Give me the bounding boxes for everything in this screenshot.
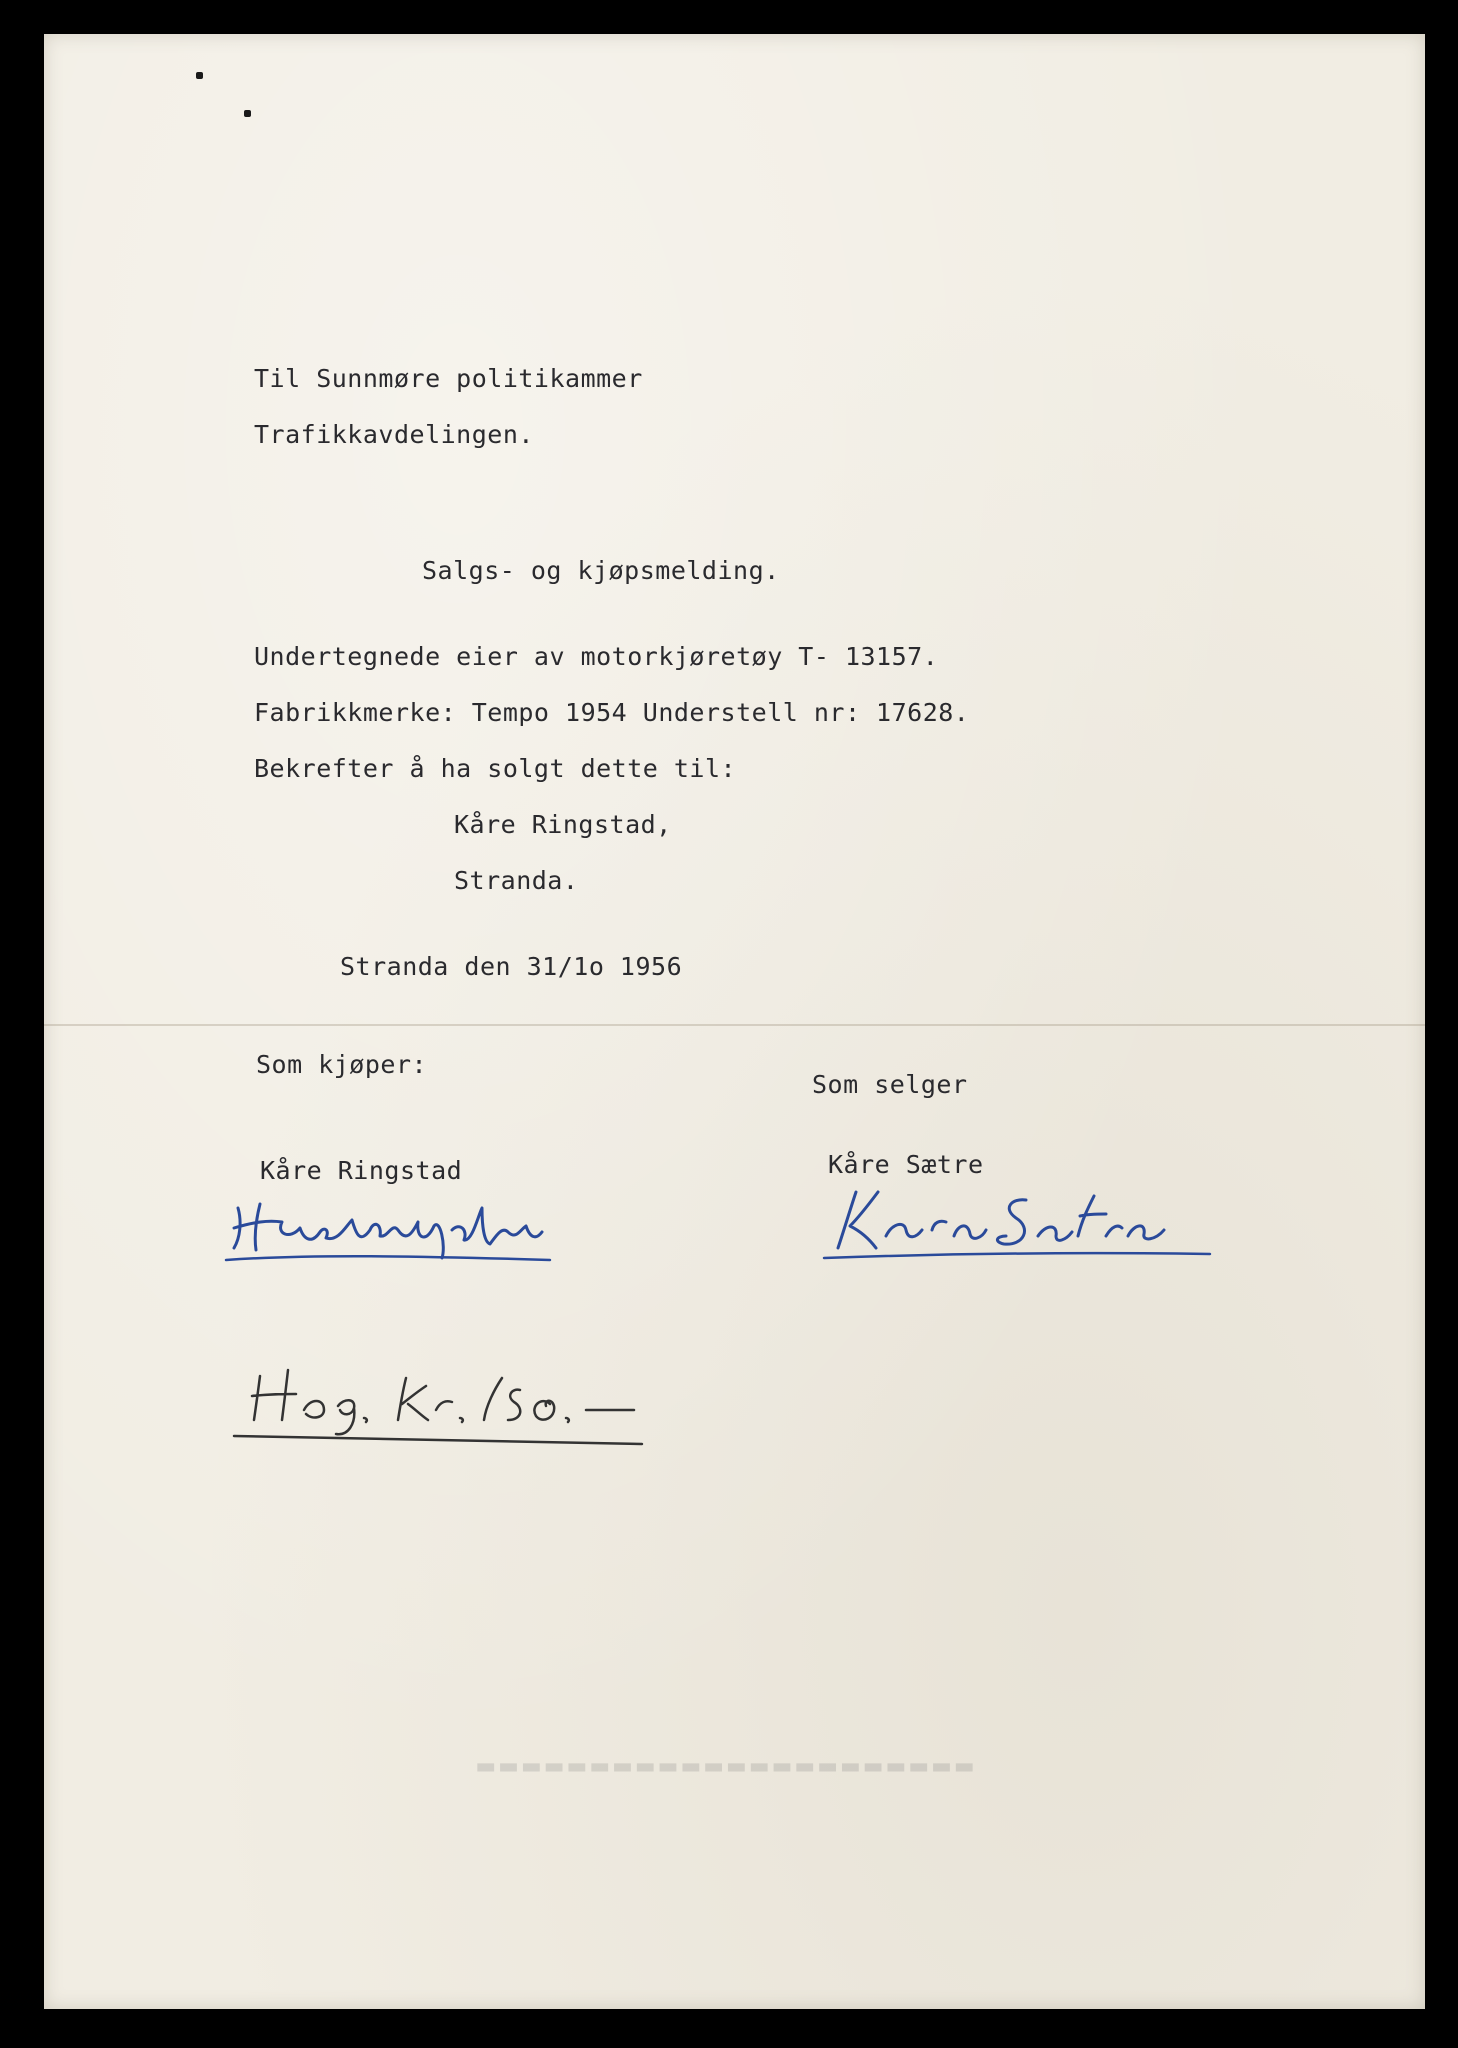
buyer-name-line: Kåre Ringstad, xyxy=(454,810,672,839)
seller-typed-name: Kåre Sætre xyxy=(828,1150,984,1179)
paper-sheet xyxy=(44,34,1425,2009)
body-line-1: Undertegnede eier av motorkjøretøy T- 13157. xyxy=(254,642,939,671)
buyer-label: Som kjøper: xyxy=(256,1050,428,1079)
punch-mark xyxy=(244,110,251,117)
buyer-place-line: Stranda. xyxy=(454,866,579,895)
punch-mark xyxy=(196,72,203,79)
bleed-through-letterhead: ▬▬▬▬▬▬▬▬▬▬▬▬▬▬▬▬▬▬▬▬▬▬ xyxy=(473,1754,975,1779)
seller-label: Som selger xyxy=(812,1070,968,1099)
body-line-3: Bekrefter å ha solgt dette til: xyxy=(254,754,737,783)
buyer-typed-name: Kåre Ringstad xyxy=(260,1156,463,1185)
recipient-line-1: Til Sunnmøre politikammer xyxy=(254,364,643,393)
buyer-signature xyxy=(220,1186,560,1266)
document-title: Salgs- og kjøpsmelding. xyxy=(422,556,780,585)
date-line: Stranda den 31/1o 1956 xyxy=(340,952,683,981)
body-line-2: Fabrikkmerke: Tempo 1954 Understell nr: 17628. xyxy=(254,698,970,727)
handwritten-note xyxy=(230,1340,650,1450)
fold-line xyxy=(44,1024,1425,1026)
seller-signature xyxy=(816,1178,1216,1268)
recipient-line-2: Trafikkavdelingen. xyxy=(254,420,534,449)
